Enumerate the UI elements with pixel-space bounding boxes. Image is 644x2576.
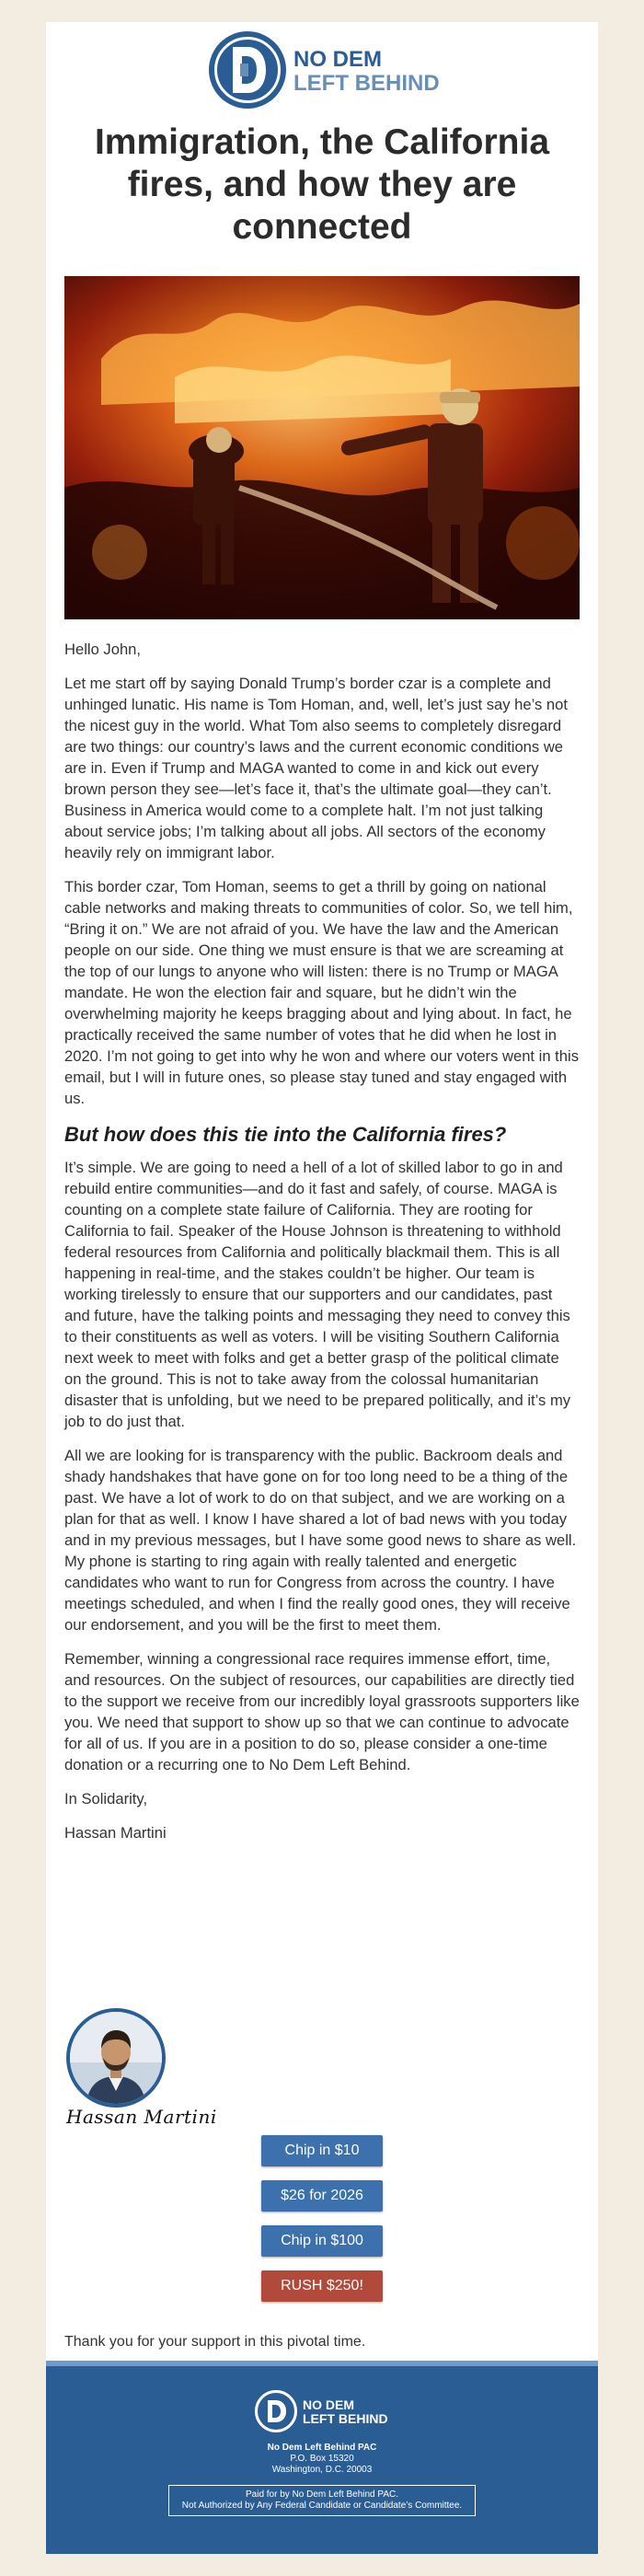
footer-logo-line2: LEFT BEHIND xyxy=(303,2411,388,2426)
chip-in-10-button[interactable]: Chip in $10 xyxy=(261,2135,383,2166)
paragraph-3: It’s simple. We are going to need a hell of a lot of skilled labor to go in and rebuild entire communities—and do it fast and safely, of course. MAGA is counting on a complete state failure of California. They are rooting for California to fail. Speaker of the House Johnson is threatening to withhold federal resources from California and politically blackmail them. This is all happening in real-time, and the stakes couldn’t be higher. Our team is working tirelessly to ensure that our supporters and our candidates, past and future, have the talking points and messaging they need to convey this to their constituents as well as voters. I will be visiting Southern California next week to meet with folks and get a better grasp of the political climate on the ground. This is not to take away from the colossal humanitarian disaster that is unfolding, but we need to be prepared politically, and it’s my job to do just that. xyxy=(64,1159,571,1430)
closing: In Solidarity, xyxy=(64,1790,148,1808)
footer-org: No Dem Left Behind PAC xyxy=(267,2443,377,2453)
rush-250-button[interactable]: RUSH $250! xyxy=(261,2270,383,2302)
hassan-martini-avatar-icon xyxy=(70,2012,162,2104)
footer-logo-badge-icon xyxy=(255,2390,297,2432)
disclaimer-box xyxy=(168,2485,476,2516)
greeting: Hello John, xyxy=(64,641,142,658)
hero-image xyxy=(64,276,580,619)
logo-text-line1: NO DEM xyxy=(293,47,382,72)
26-for-2026-button[interactable]: $26 for 2026 xyxy=(261,2180,383,2212)
chip-in-100-button[interactable]: Chip in $100 xyxy=(261,2225,383,2257)
paid-for-text: Paid for by No Dem Left Behind PAC. xyxy=(245,2489,398,2500)
paragraph-2: This border czar, Tom Homan, seems to get a thrill by going on national cable networks and making threats to communities of color. So, we tell him, “Bring it on.” We are not afraid of you. We have the law and the American people on our side. One thing we must ensure is that we are screaming at the top of our lungs to anyone who will listen: there is no Trump or MAGA mandate. He won the election fair and square, but he didn’t win the overwhelming majority he keeps bragging about and lying about. In fact, he practically received the same number of votes that he did when he lost in 2020. I’m not going to get into why he won and where our voters went in this email, but I will in future ones, so please stay tuned and stay engaged with us. xyxy=(64,878,579,1107)
email-card xyxy=(46,22,598,2361)
footer-logo[interactable] xyxy=(255,2390,393,2436)
sender-name: Hassan Martini xyxy=(64,1824,167,1842)
footer xyxy=(46,2361,598,2554)
email-body xyxy=(64,639,580,1856)
subheading: But how does this tie into the California fires? xyxy=(64,1123,507,1146)
footer-city: Washington, D.C. 20003 xyxy=(271,2465,373,2475)
paragraph-1: Let me start off by saying Donald Trump’s border czar is a complete and unhinged lunatic. His name is Tom Homan, and, well, let’s just say he’s not the nicest guy in the world. What Tom also seems to completely disregard are two things: our country’s laws and the current economic conditions we are in. Even if Trump and MAGA wanted to come in and kick out every brown person they see—let’s face it, that’s the ultimate goal—they can’t. Business in America would come to a complete halt. I’m not just talking about service jobs; I’m talking about all jobs. All sectors of the economy heavily rely on immigrant labor. xyxy=(64,675,568,861)
footer-address xyxy=(46,2443,598,2476)
firefighters-photo-icon xyxy=(64,276,580,619)
paragraph-4: All we are looking for is transparency with the public. Backroom deals and shady handshakes that have gone on for too long need to be a thing of the past. We have a lot of work to do on that subject, and we are working on a plan for that as well. I know I have shared a lot of bad news with you today and in my previous messages, but I have some good news to share as well. My phone is starting to ring again with really talented and energetic candidates who want to run for Congress from across the country. I have meetings scheduled, and when I find the really good ones, they will receive our endorsement, and you will be the first to meet them. xyxy=(64,1447,577,1634)
footer-logo-line1: NO DEM xyxy=(303,2397,354,2412)
avatar xyxy=(66,2008,166,2108)
header-logo[interactable] xyxy=(209,31,448,109)
email-headline: Immigration, the California fires, and how they are connected xyxy=(94,122,550,247)
logo-badge-icon xyxy=(209,31,286,109)
not-authorized-text: Not Authorized by Any Federal Candidate or Candidate’s Committee. xyxy=(181,2501,463,2511)
footer-po-box: P.O. Box 15320 xyxy=(290,2454,354,2464)
paragraph-5: Remember, winning a congressional race requires immense effort, time, and resources. On the subject of resources, our capabilities are directly tied to the support we receive from our incredibly loyal grassroots supporters like you. We need that support to show up so that we can continue to advocate for all of us. If you are in a position to do so, please consider a one-time donation or a recurring one to No Dem Left Behind. xyxy=(64,1650,580,1773)
logo-text-line2: LEFT BEHIND xyxy=(293,71,440,96)
thank-you-note: Thank you for your support in this pivotal time. xyxy=(64,2334,366,2350)
handwritten-signature: Hassan Martini xyxy=(66,2106,217,2128)
